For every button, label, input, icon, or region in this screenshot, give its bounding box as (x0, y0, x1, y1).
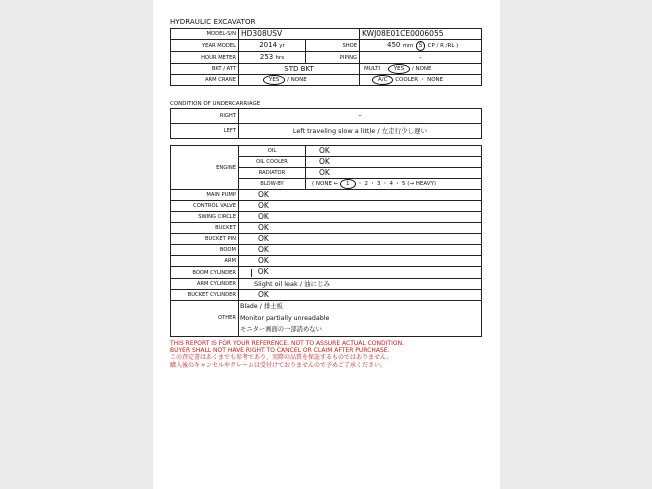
hour-unit: hrs (275, 55, 285, 61)
disclaimer-line: この査定書はあくまでも参考であり、実際の品質を保証するものではありません。 (170, 354, 393, 362)
part-label: BUCKET (171, 223, 239, 234)
model-value: HD308USV (239, 29, 360, 40)
serial-value: KWJ08E01CE0006055 (360, 29, 482, 40)
engine-row-label: OIL (239, 146, 306, 157)
arm-crane-selected: YES (263, 75, 285, 85)
part-value: OK (239, 201, 482, 212)
other-note-line: モニター画面の一部読めない (240, 326, 322, 333)
document-title: HYDRAULIC EXCAVATOR (170, 18, 256, 26)
part-label: ARM CYLINDER (171, 279, 239, 290)
part-value-cell (239, 267, 482, 279)
spec-table (170, 28, 482, 86)
engine-row-value: OK (306, 157, 482, 168)
disclaimer (170, 340, 404, 369)
part-value: Slight oil leak / 油にじみ (239, 279, 482, 290)
part-label: BUCKET PIN (171, 234, 239, 245)
part-value: OK (239, 245, 482, 256)
part-label: ARM (171, 256, 239, 267)
part-label: SWING CIRCLE (171, 212, 239, 223)
engine-row-label: RADIATOR (239, 168, 306, 179)
arm-crane-other: / NONE (287, 77, 307, 83)
engine-row-value: OK (306, 146, 482, 157)
multi-other: / NONE (411, 66, 432, 72)
piping-label: PIPING (306, 52, 360, 64)
hour-value: 253 (259, 53, 274, 61)
part-value: OK (239, 223, 482, 234)
report-page (153, 0, 500, 489)
part-value: OK (239, 256, 482, 267)
engine-label: ENGINE (171, 146, 239, 190)
shoe-unit: mm (402, 43, 414, 49)
ac-cell (360, 75, 482, 86)
left-value: Left traveling slow a little / 左走行少し遅い (239, 124, 482, 139)
other-notes (239, 301, 482, 337)
inspection-table (170, 145, 482, 337)
part-label: CONTROL VALVE (171, 201, 239, 212)
arm-crane-cell (239, 75, 360, 86)
multi-selected: YES (388, 64, 410, 74)
boom-cylinder-divider (251, 269, 252, 277)
piping-value: - (360, 52, 482, 64)
part-label: BOOM CYLINDER (171, 267, 239, 279)
shoe-label: SHOE (306, 40, 360, 52)
disclaimer-line: 購入後のキャンセルやクレームは受付けておりませんので予めご了承ください。 (170, 361, 387, 369)
other-label: OTHER (171, 301, 239, 337)
blowby-label: BLOW-BY (239, 179, 306, 190)
part-value: OK (239, 212, 482, 223)
part-value: OK (239, 234, 482, 245)
blowby-prefix: ( NONE ← (312, 181, 339, 187)
year-value: 2014 (259, 41, 278, 49)
multi-label: MULTI (364, 66, 381, 72)
undercarriage-table (170, 108, 482, 139)
engine-row-value: OK (306, 168, 482, 179)
undercarriage-heading: CONDITION OF UNDERCARRIAGE (170, 101, 261, 107)
blowby-suffix: ・ 2 ・ 3 ・ 4 ・ 5 (→ HEAVY) (357, 181, 437, 187)
disclaimer-line: THIS REPORT IS FOR YOUR REFERENCE, NOT TO ASSURE ACTUAL CONDITION. (170, 340, 404, 347)
hour-cell (239, 52, 306, 64)
part-value: OK (239, 290, 482, 301)
part-value: OK (257, 267, 269, 276)
part-value: OK (239, 190, 482, 201)
shoe-value: 450 (387, 41, 401, 49)
ac-other: COOLER ・ NONE (395, 77, 444, 83)
left-label: LEFT (171, 124, 239, 139)
year-cell (239, 40, 306, 52)
other-note-line: Blade / 排土板 (240, 303, 283, 310)
blowby-scale (306, 179, 482, 190)
bkt-label: BKT / ATT (171, 64, 239, 75)
right-value: - (239, 109, 482, 124)
part-label: MAIN PUMP (171, 190, 239, 201)
year-label: YEAR MODEL (171, 40, 239, 52)
model-sn-label: MODEL-S/N (171, 29, 239, 40)
bkt-value: STD BKT (239, 64, 360, 75)
engine-row-label: OIL COOLER (239, 157, 306, 168)
shoe-cell (360, 40, 482, 52)
year-unit: yr (279, 43, 285, 49)
part-label: BUCKET CYLINDER (171, 290, 239, 301)
disclaimer-line: BUYER SHALL NOT HAVE RIGHT TO CANCEL OR CLAIM AFTER PURCHASE. (170, 347, 390, 355)
arm-crane-label: ARM CRANE (171, 75, 239, 86)
ac-selected: A/C (372, 75, 393, 85)
hour-label: HOUR METER (171, 52, 239, 64)
multi-cell (360, 64, 482, 75)
right-label: RIGHT (171, 109, 239, 124)
blowby-selected: 1 (340, 179, 356, 189)
other-note-line: Monitor partially unreadable (240, 314, 330, 322)
part-label: BOOM (171, 245, 239, 256)
shoe-type-selected: S (416, 41, 426, 51)
shoe-types-rest: CP / R /RL ) (427, 43, 459, 49)
